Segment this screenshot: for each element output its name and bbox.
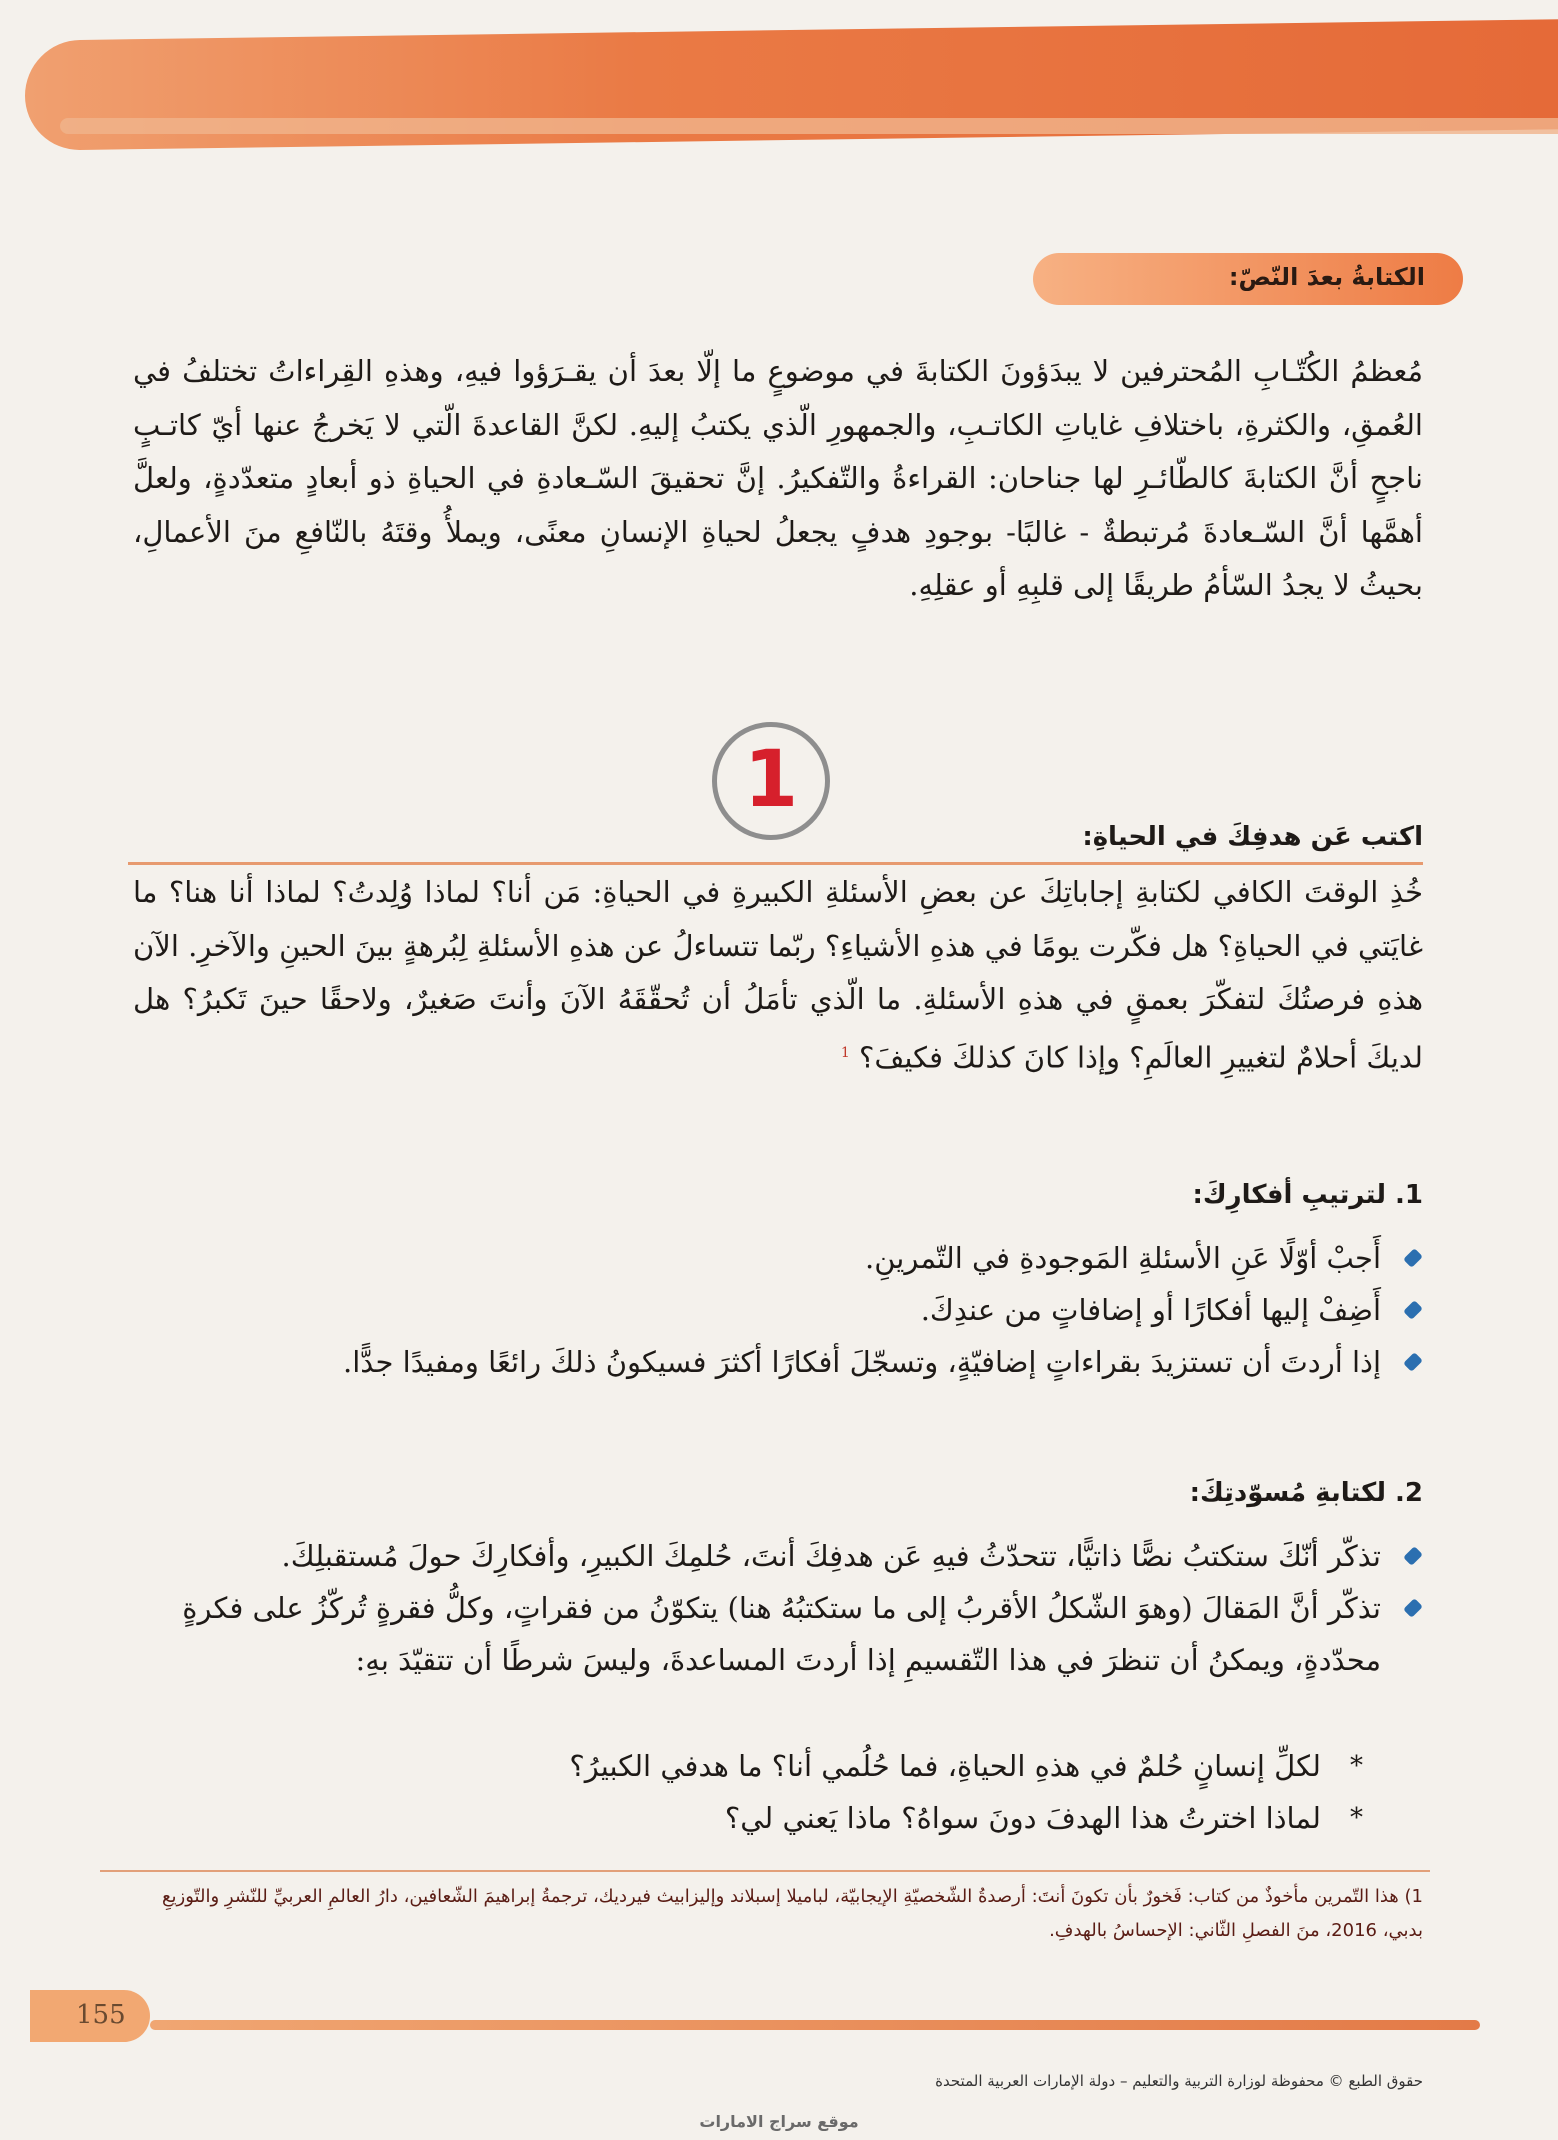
footnote-divider <box>100 1870 1430 1872</box>
step2-title: 2. لكتابةِ مُسوّدتِكَ: <box>1189 1478 1423 1508</box>
list-item: * لكلِّ إنسانٍ حُلمٌ في هذهِ الحياةِ، فما حُلُمي أنا؟ ما هدفي الكبيرُ؟ <box>133 1740 1363 1792</box>
exercise-number: 1 <box>743 735 799 825</box>
exercise-title-underline <box>128 862 1423 865</box>
footnote: 1) هذا التّمرين مأخوذٌ من كتاب: فَخورٌ بأن تكونَ أنتَ: أرصدةُ الشّخصيّةِ الإيجابيّة، لباميلا إسبلاند وإليزابيث فيرديك، ترجمةُ إبراهيمَ الشّعافين، دارُ العالمِ العربيِّ للنّشرِ والتّوزيعِ بدبي، 2016، منَ الفصلِ الثّاني: الإحساسُ بالهدفِ. <box>161 1886 1423 1941</box>
section-header <box>1033 253 1463 305</box>
exercise-title: اكتب عَن هدفِكَ في الحياةِ: <box>1082 822 1423 852</box>
footnote-marker: 1 <box>840 1044 850 1061</box>
bottom-decorative-rule <box>150 2020 1480 2030</box>
exercise-paragraph <box>133 866 1423 1085</box>
page-number-badge <box>30 1990 150 2042</box>
list-item: إذا أردتَ أن تستزيدَ بقراءاتٍ إضافيّةٍ، وتسجّلَ أفكارًا أكثرَ فسيكونُ ذلكَ رائعًا ومفيدًا جدًّا. <box>133 1336 1423 1388</box>
exercise-paragraph-text: خُذِ الوقتَ الكافي لكتابةِ إجاباتِكَ عن بعضِ الأسئلةِ الكبيرةِ في الحياةِ: مَن أنا؟ لماذا وُلِدتُ؟ لماذا أنا هنا؟ ما غايَتي في الحياةِ؟ هل فكّرت يومًا في هذهِ الأشياءِ؟ ربّما تتساءلُ عن هذهِ الأسئلةِ لِبُرهةٍ بينَ الحينِ والآخرِ. الآن هذهِ فرصتُكَ لتفكّرَ بعمقٍ في هذهِ الأسئلةِ. ما الّذي تأمَلُ أن تُحقّقَهُ الآنَ وأنتَ صَغيرٌ، ولاحقًا حينَ تَكبرُ؟ هل لديكَ أحلامٌ لتغييرِ العالَمِ؟ وإذا كانَ كذلكَ فكيفَ؟ <box>133 875 1423 1075</box>
top-decorative-stripe <box>60 118 1558 134</box>
diamond-bullet-icon <box>1403 1546 1423 1566</box>
diamond-bullet-icon <box>1403 1598 1423 1618</box>
intro-paragraph: مُعظمُ الكُتّـابِ المُحترفين لا يبدَؤونَ الكتابةَ في موضوعٍ ما إلّا بعدَ أن يقـرَؤوا فيهِ، وهذهِ القِراءاتُ تختلفُ في العُمقِ، والكثرةِ، باختلافِ غاياتِ الكاتـبِ، والجمهورِ الّذي يكتبُ إليهِ. لكنَّ القاعدةَ الّتي لا يَخرجُ عنها أيّ كاتـبٍ ناجحٍ أنَّ الكتابةَ كالطّائـرِ لها جناحان: القراءةُ والتّفكيرُ. إنَّ تحقيقَ السّـعادةِ في الحياةِ ذو أبعادٍ متعدّدةٍ، ولعلَّ أهمَّها أنَّ السّـعادةَ مُرتبطةٌ - غالبًا- بوجودِ هدفٍ يجعلُ لحياةِ الإنسانِ معنًى، ويملأُ وقتَهُ بالنّافعِ منَ الأعمالِ، بحيثُ لا يجدُ السّأمُ طريقًا إلى قلبِهِ أو عقلِهِ. <box>133 354 1423 602</box>
list-item: تذكّر أنَّ المَقالَ (وهوَ الشّكلُ الأقربُ إلى ما ستكتبُهُ هنا) يتكوّنُ من فقراتٍ، وكلُّ فقرةٍ تُركّزُ على فكرةٍ محدّدةٍ، ويمكنُ أن تنظرَ في هذا التّقسيمِ إذا أردتَ المساعدةَ، وليسَ شرطًا أن تتقيّدَ بهِ: <box>133 1582 1423 1686</box>
exercise-number-badge <box>712 722 830 840</box>
copyright-notice: حقوق الطبع © محفوظة لوزارة التربية والتعليم – دولة الإمارات العربية المتحدة <box>935 2072 1423 2090</box>
list-item: تذكّر أنّكَ ستكتبُ نصًّا ذاتيًّا، تتحدّثُ فيهِ عَن هدفِكَ أنتَ، حُلمِكَ الكبيرِ، وأفكارِكَ حولَ مُستقبلِكَ. <box>133 1530 1423 1582</box>
list-item: أَجبْ أوّلًا عَنِ الأسئلةِ المَوجودةِ في التّمرينِ. <box>133 1232 1423 1284</box>
section-title: الكتابةُ بعدَ النّصّ: <box>1228 263 1425 291</box>
step1-list <box>133 1232 1423 1388</box>
diamond-bullet-icon <box>1403 1248 1423 1268</box>
list-item: أَضِفْ إليها أفكارًا أو إضافاتٍ من عندِكَ. <box>133 1284 1423 1336</box>
step1-title: 1. لترتيبِ أفكارِكَ: <box>1192 1180 1423 1210</box>
step2-list <box>133 1530 1423 1686</box>
list-item: * لماذا اخترتُ هذا الهدفَ دونَ سواهُ؟ ماذا يَعني لي؟ <box>133 1792 1363 1844</box>
step2-questions <box>133 1740 1363 1844</box>
diamond-bullet-icon <box>1403 1300 1423 1320</box>
page-number: 155 <box>76 2000 126 2030</box>
asterisk-icon: * <box>1350 1751 1363 1781</box>
site-footer: موقع سراج الامارات <box>699 2112 859 2131</box>
asterisk-icon: * <box>1350 1803 1363 1833</box>
diamond-bullet-icon <box>1403 1352 1423 1372</box>
